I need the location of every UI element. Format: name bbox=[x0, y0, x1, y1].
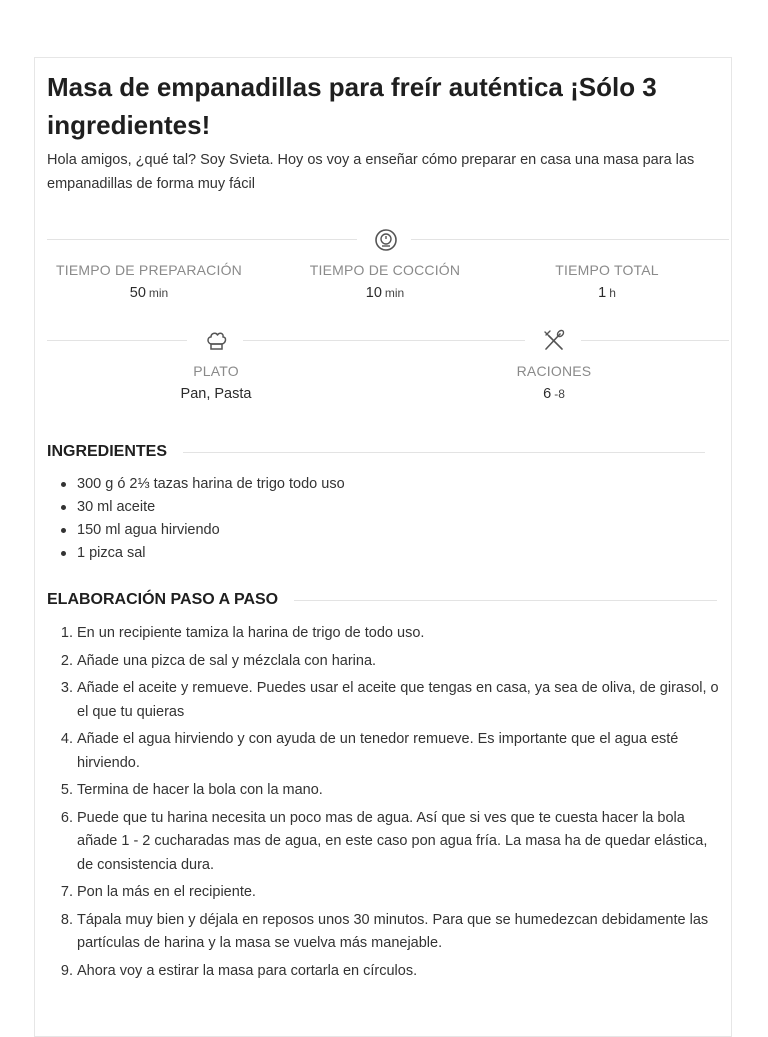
instruction-step: Añade una pizca de sal y mézclala con harina. bbox=[77, 652, 377, 669]
instructions-heading: ELABORACIÓN PASO A PASO bbox=[47, 588, 719, 612]
instruction-step: Termina de hacer la bola con la mano. bbox=[77, 782, 323, 798]
instruction-step: En un recipiente tamiza la harina de trigo de todo uso. bbox=[77, 625, 425, 641]
ingredient-item: 1 pizca sal bbox=[77, 542, 719, 565]
chef-hat-icon bbox=[202, 327, 230, 355]
prep-time-value: 50 bbox=[129, 285, 146, 301]
cook-time-label: TIEMPO DE COCCIÓN bbox=[309, 262, 461, 278]
cook-time bbox=[270, 260, 500, 305]
servings-value: 6 bbox=[543, 386, 552, 402]
instruction-step: Ahora voy a estirar la masa para cortarla en círculos. bbox=[77, 962, 418, 979]
servings-label: RACIONES bbox=[516, 363, 592, 379]
instruction-step: Añade el agua hirviendo y con ayuda de un tenedor remueve. Es importante que el agua esté hirviendo. bbox=[77, 731, 679, 771]
total-time-unit: h bbox=[609, 286, 616, 300]
instruction-step: Pon la más en el recipiente. bbox=[77, 884, 256, 900]
instruction-step: Tápala muy bien y déjala en reposos unos 30 minutos. Para que se humedezcan debidamente las partículas de harina y la masa se vuelva más manejable. bbox=[77, 911, 709, 951]
utensils-icon bbox=[540, 327, 568, 355]
recipe-summary: Hola amigos, ¿qué tal? Soy Svieta. Hoy os voy a enseñar cómo preparar en casa una masa para las empanadillas de forma muy fácil bbox=[47, 152, 695, 192]
ingredients-list bbox=[47, 473, 719, 565]
recipe-card bbox=[34, 57, 732, 1037]
timer-icon bbox=[372, 226, 400, 254]
cook-time-unit: min bbox=[384, 286, 405, 300]
servings bbox=[439, 361, 669, 406]
recipe-title: Masa de empanadillas para freír auténtica ¡Sólo 3 ingredientes! bbox=[47, 72, 657, 140]
course bbox=[101, 361, 331, 406]
instructions-list bbox=[47, 622, 719, 987]
instruction-step: Añade el aceite y remueve. Puedes usar el aceite que tengas en casa, ya sea de oliva, de girasol, o el que tu quieras bbox=[77, 680, 719, 720]
prep-time-unit: min bbox=[148, 286, 169, 300]
meta-divider bbox=[47, 327, 719, 355]
course-label: PLATO bbox=[193, 363, 239, 379]
total-time-value: 1 bbox=[598, 285, 607, 301]
ingredient-item: 150 ml agua hirviendo bbox=[77, 519, 719, 542]
ingredient-item: 30 ml aceite bbox=[77, 496, 719, 519]
ingredients-heading: INGREDIENTES bbox=[47, 440, 719, 464]
prep-time bbox=[34, 260, 264, 305]
total-time bbox=[492, 260, 722, 305]
cook-time-value: 10 bbox=[365, 285, 382, 301]
total-time-label: TIEMPO TOTAL bbox=[555, 262, 659, 278]
servings-extra: -8 bbox=[554, 387, 565, 401]
prep-time-label: TIEMPO DE PREPARACIÓN bbox=[56, 262, 242, 278]
ingredient-item: 300 g ó 2⅓ tazas harina de trigo todo uso bbox=[77, 473, 719, 496]
course-value: Pan, Pasta bbox=[180, 386, 252, 402]
times-divider bbox=[47, 226, 719, 254]
instruction-step: Puede que tu harina necesita un poco mas de agua. Así que si ves que te cuesta hacer la bola añade 1 - 2 cucharadas mas de agua, en este caso pon agua fría. La masa ha de quedar elástica, de consistencia dura. bbox=[77, 809, 708, 873]
